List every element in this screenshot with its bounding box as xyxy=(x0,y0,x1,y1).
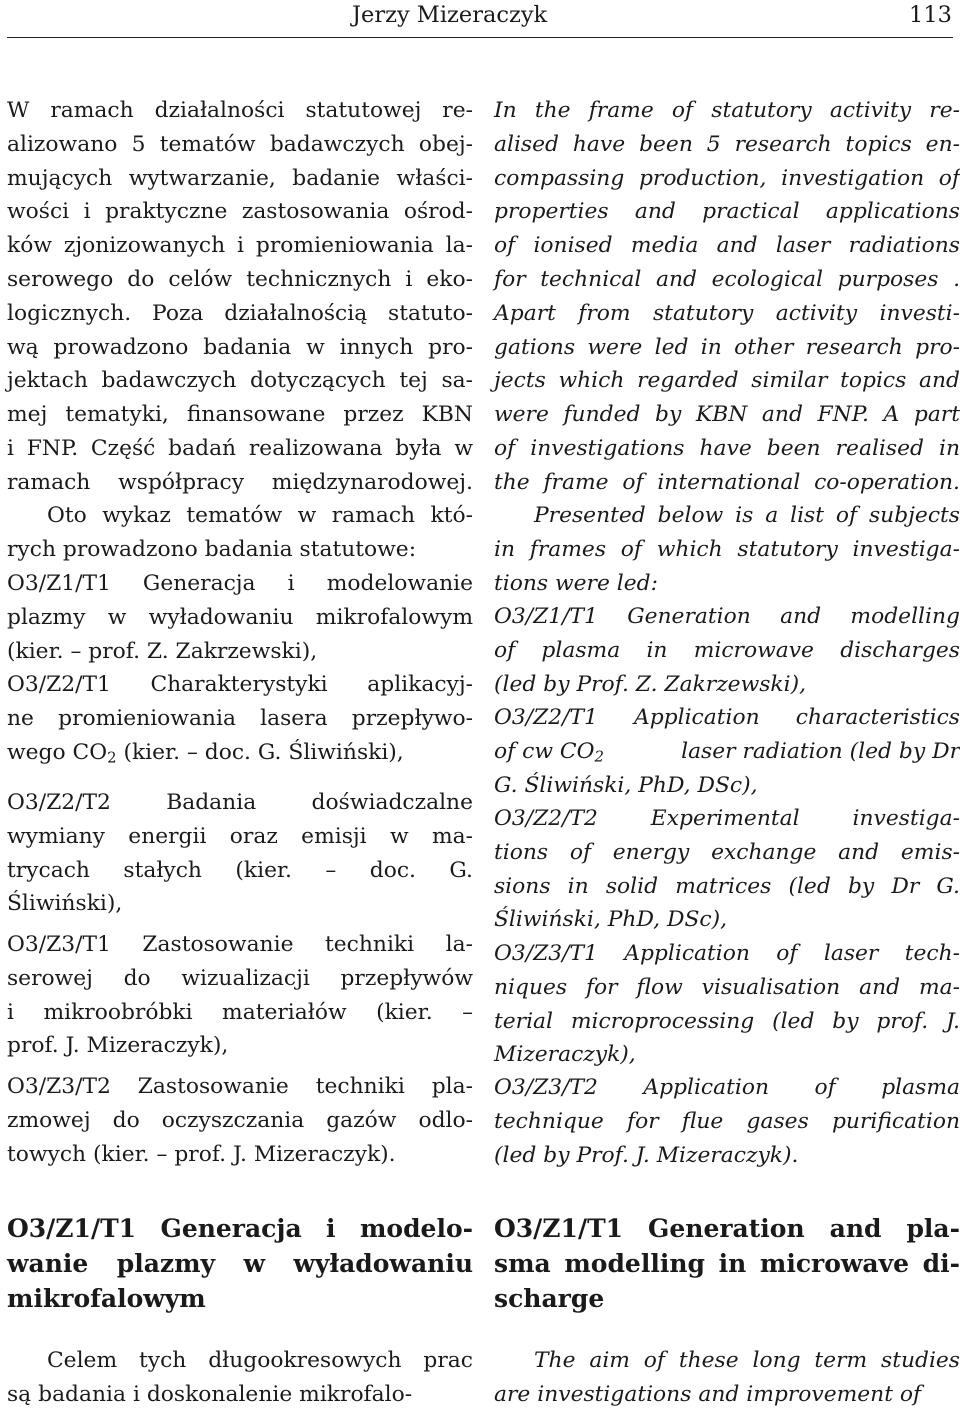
header-rule xyxy=(7,37,953,38)
section-heading-en xyxy=(494,1212,960,1316)
topic-o3-z3-t1-en xyxy=(494,937,960,1072)
text-line: tions were led: xyxy=(494,570,658,596)
text-line: ków zjonizowanych i promieniowania la- xyxy=(7,233,473,259)
topic-o3-z3-t2-en xyxy=(494,1071,960,1172)
text-line: Śliwiński), xyxy=(7,891,123,917)
text-line: plazmy w wyładowaniu mikrofalowym xyxy=(7,604,473,630)
text-line: of ionised media and laser radiations xyxy=(494,233,960,259)
section-paragraph-en xyxy=(494,1344,960,1412)
heading-line: sma modelling in microwave di- xyxy=(494,1248,960,1278)
text-line: O3/Z3/T1 Zastosowanie techniki la- xyxy=(7,932,473,957)
heading-line: O3/Z1/T1 Generacja i modelo- xyxy=(7,1214,473,1243)
text-line: In the frame of statutory activity re- xyxy=(494,98,960,123)
text-line: (kier. – prof. Z. Zakrzewski), xyxy=(7,638,318,664)
text-line: jects which regarded similar topics and xyxy=(494,368,960,394)
text-line: O3/Z2/T1 Application characteristics xyxy=(494,705,960,730)
text-line: niques for flow visualisation and ma- xyxy=(494,974,960,1000)
text-line: alised have been 5 research topics en- xyxy=(494,131,960,157)
topic-o3-z1-t1-en xyxy=(494,600,960,701)
topic-o3-z3-t1-pl xyxy=(7,928,473,1063)
text-line: Celem tych długookresowych prac xyxy=(47,1348,473,1373)
list-intro-paragraph-en xyxy=(494,499,960,600)
text-line: Presented below is a list of subjects xyxy=(534,503,960,528)
text-line: Oto wykaz tematów w ramach któ- xyxy=(47,503,473,528)
text-line: in frames of which statutory investiga- xyxy=(494,536,960,562)
text-line: ne promieniowania lasera przepływo- xyxy=(7,705,473,731)
text-line: serowego do celów technicznych i eko- xyxy=(7,266,473,292)
text-line: rych prowadzono badania statutowe: xyxy=(7,536,417,562)
text-line: compassing production, investigation of xyxy=(494,165,960,191)
text-line: Apart from statutory activity investi- xyxy=(494,300,960,326)
text-line: O3/Z2/T1 Charakterystyki aplikacyj- xyxy=(7,672,473,697)
text-line: mej tematyki, finansowane przez KBN xyxy=(7,402,473,428)
section-paragraph-pl xyxy=(7,1344,473,1412)
text-line: were funded by KBN and FNP. A part xyxy=(494,402,960,428)
text-line: wymiany energii oraz emisji w ma- xyxy=(7,823,473,849)
text-line: trycach stałych (kier. – doc. G. xyxy=(7,857,473,883)
intro-paragraph-pl xyxy=(7,94,473,500)
text-line: gations were led in other research pro- xyxy=(494,334,960,360)
heading-line: O3/Z1/T1 Generation and pla- xyxy=(494,1214,960,1243)
text-line: i mikroobróbki materiałów (kier. – xyxy=(7,999,473,1025)
text-line: zmowej do oczyszczania gazów odlo- xyxy=(7,1107,473,1133)
text-line: mujących wytwarzanie, badanie właści- xyxy=(7,165,473,191)
text-line: the frame of international co-operation. xyxy=(494,469,960,495)
text-line: ramach współpracy międzynarodowej. xyxy=(7,469,473,495)
text-line: G. Śliwiński, PhD, DSc), xyxy=(494,772,758,798)
text-line: są badania i doskonalenie mikrofalo- xyxy=(7,1381,413,1407)
running-header-author: Jerzy Mizeraczyk xyxy=(352,2,548,28)
text-line: prof. J. Mizeraczyk), xyxy=(7,1033,229,1059)
running-header xyxy=(0,0,960,38)
topic-o3-z1-t1-pl xyxy=(7,567,473,668)
text-line: O3/Z3/T1 Application of laser tech- xyxy=(494,941,960,966)
text-line: of plasma in microwave discharges xyxy=(494,637,960,663)
heading-line: scharge xyxy=(494,1283,605,1313)
text-line: W ramach działalności statutowej re- xyxy=(7,98,473,123)
text-line: are investigations and improvement of xyxy=(494,1381,922,1407)
topic-o3-z2-t1-pl xyxy=(7,668,473,769)
topic-o3-z3-t2-pl xyxy=(7,1070,473,1171)
text-line: of investigations have been realised in xyxy=(494,435,960,461)
topic-o3-z2-t2-en xyxy=(494,802,960,937)
text-line: tions of energy exchange and emis- xyxy=(494,839,960,865)
text-line: of cw $CO_2$ laser radiation (led by Dr xyxy=(494,738,960,766)
heading-line: wanie plazmy w wyładowaniu xyxy=(7,1248,473,1278)
text-line: O3/Z3/T2 Zastosowanie techniki pla- xyxy=(7,1074,473,1099)
section-heading-pl xyxy=(7,1212,473,1316)
text-line: alizowano 5 tematów badawczych obej- xyxy=(7,131,473,157)
text-line: terial microprocessing (led by prof. J. xyxy=(494,1008,960,1034)
text-line: wości i praktyczne zastosowania ośrod- xyxy=(7,199,473,225)
text-line: wą prowadzono badania w innych pro- xyxy=(7,334,473,360)
text-line: Śliwiński, PhD, DSc), xyxy=(494,907,728,933)
text-line: i FNP. Część badań realizowana była w xyxy=(7,435,473,461)
topic-o3-z2-t1-en xyxy=(494,701,960,802)
text-line: properties and practical applications xyxy=(494,199,960,225)
text-line: for technical and ecological purposes . xyxy=(494,266,960,292)
page-number: 113 xyxy=(909,2,952,28)
text-line: O3/Z2/T2 Experimental investiga- xyxy=(494,806,960,831)
text-line: O3/Z1/T1 Generation and modelling xyxy=(494,604,960,629)
text-line: O3/Z3/T2 Application of plasma xyxy=(494,1075,960,1100)
text-line: jektach badawczych dotyczących tej sa- xyxy=(7,368,473,394)
text-line: sions in solid matrices (led by Dr G. xyxy=(494,873,960,899)
list-intro-paragraph-pl xyxy=(7,499,473,567)
text-line: towych (kier. – prof. J. Mizeraczyk). xyxy=(7,1141,396,1167)
text-line: serowej do wizualizacji przepływów xyxy=(7,965,473,991)
heading-line: mikrofalowym xyxy=(7,1283,206,1313)
text-line: The aim of these long term studies xyxy=(534,1348,960,1373)
text-line: (led by Prof. Z. Zakrzewski), xyxy=(494,671,807,697)
intro-paragraph-en xyxy=(494,94,960,500)
text-line: logicznych. Poza działalnością statuto- xyxy=(7,300,473,326)
topic-o3-z2-t2-pl xyxy=(7,786,473,921)
text-line: O3/Z2/T2 Badania doświadczalne xyxy=(7,790,473,815)
text-line: technique for flue gases purification xyxy=(494,1108,960,1134)
text-line: (led by Prof. J. Mizeraczyk). xyxy=(494,1142,799,1168)
text-line: Mizeraczyk), xyxy=(494,1042,636,1068)
text-line: wego $CO_2$ (kier. – doc. G. Śliwiński), xyxy=(7,739,404,767)
text-line: O3/Z1/T1 Generacja i modelowanie xyxy=(7,571,473,596)
